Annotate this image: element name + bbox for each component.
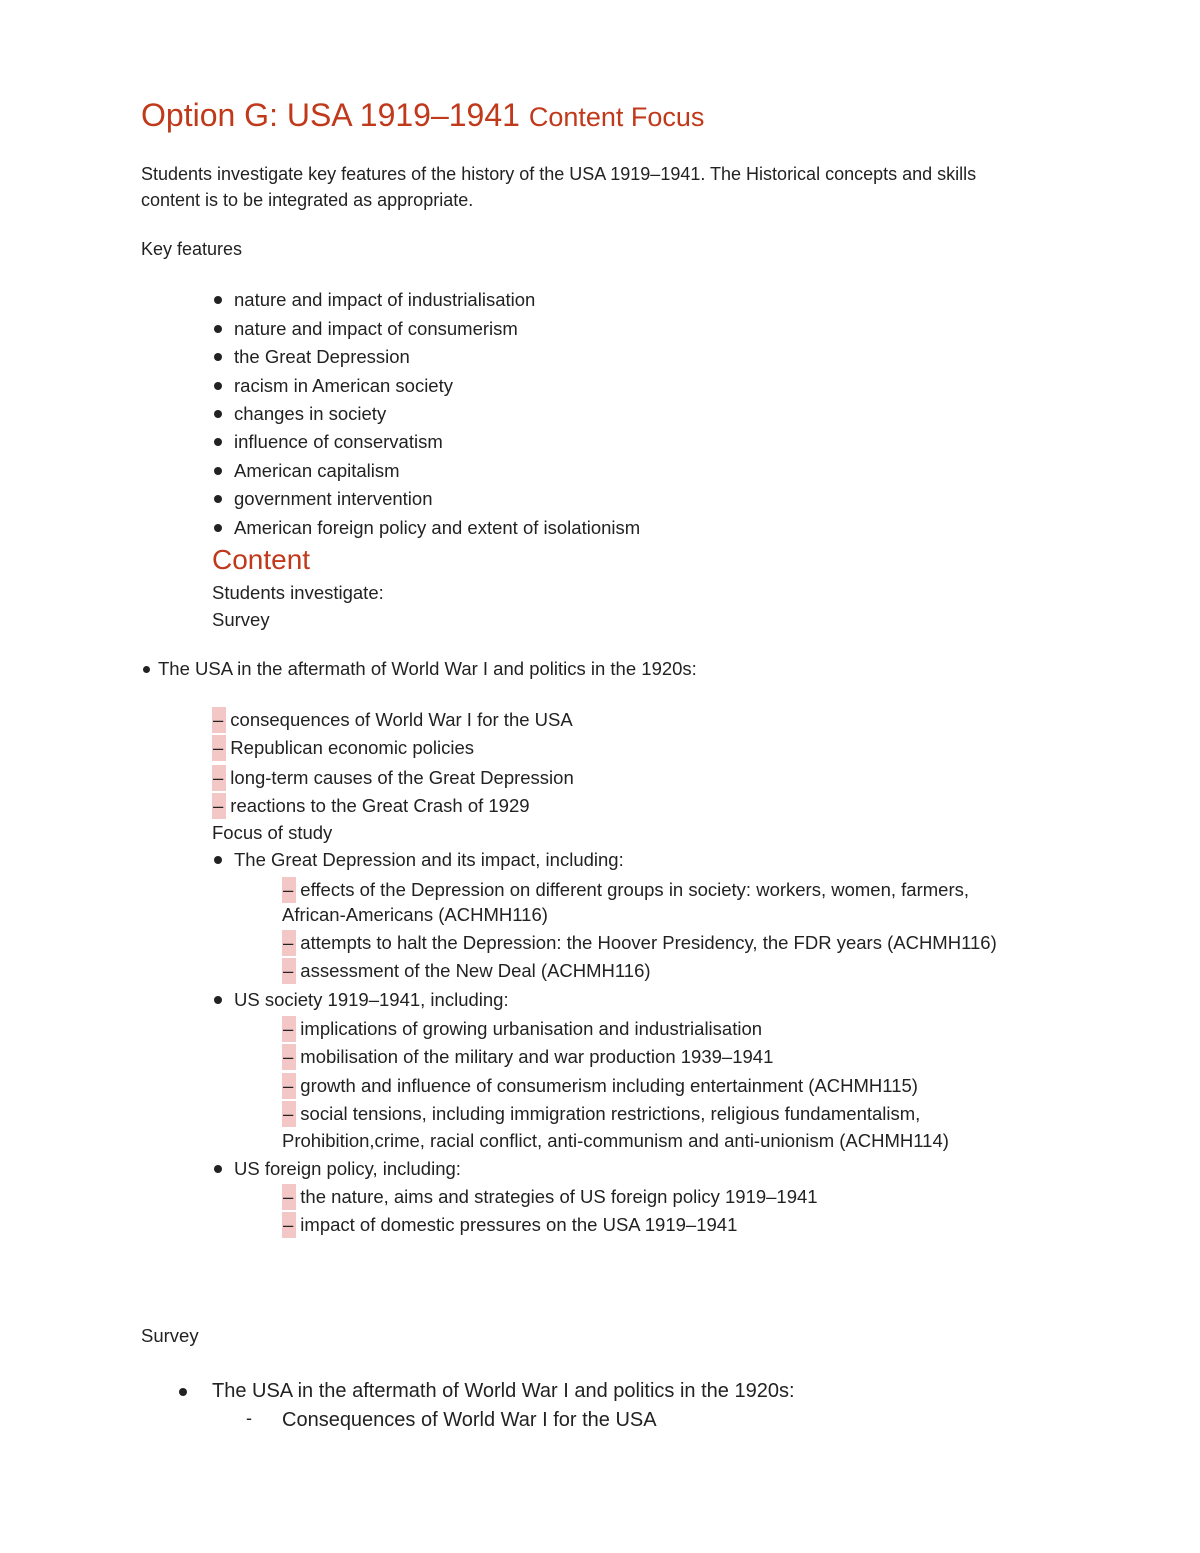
dash-marker: – <box>212 735 226 761</box>
dash-marker: – <box>282 1073 296 1099</box>
dash-marker: – <box>282 1016 296 1042</box>
list-item: – reactions to the Great Crash of 1929 <box>212 793 530 819</box>
key-features-label: Key features <box>141 239 243 259</box>
list-item: – impact of domestic pressures on the USA 1919–1941 <box>282 1212 737 1238</box>
bullet-icon <box>214 996 222 1004</box>
title-main: Option G: USA 1919–1941 <box>141 97 520 133</box>
list-item: – attempts to halt the Depression: the Hoover Presidency, the FDR years (ACHMH116) <box>282 930 997 956</box>
bullet-icon <box>214 856 222 864</box>
bullet-icon <box>214 296 222 304</box>
content-heading: Content <box>212 544 311 575</box>
list-item-continued: African-Americans (ACHMH116) <box>282 904 548 925</box>
notes-survey-label: Survey <box>141 1325 199 1346</box>
list-item: – growth and influence of consumerism including entertainment (ACHMH115) <box>282 1073 918 1099</box>
bullet-icon <box>214 467 222 475</box>
page-title <box>141 95 704 137</box>
bullet-icon <box>214 495 222 503</box>
focus-label: Focus of study <box>212 822 333 843</box>
dash-marker: – <box>212 707 226 733</box>
bullet-icon <box>214 410 222 418</box>
bullet-icon <box>214 325 222 333</box>
bullet-icon <box>214 353 222 361</box>
intro-line-2: content is to be integrated as appropriate. <box>141 190 474 210</box>
dash-marker: – <box>282 1044 296 1070</box>
bullet-icon <box>214 438 222 446</box>
list-item: – mobilisation of the military and war production 1939–1941 <box>282 1044 773 1070</box>
dash-marker: – <box>282 877 296 903</box>
bullet-icon <box>179 1388 187 1396</box>
dash-marker: – <box>282 1101 296 1127</box>
focus-heading: US society 1919–1941, including: <box>234 989 509 1010</box>
list-item-continued: Prohibition,crime, racial conflict, anti-communism and anti-unionism (ACHMH114) <box>282 1130 949 1151</box>
notes-subitem: Consequences of World War I for the USA <box>282 1409 657 1431</box>
list-item: – implications of growing urbanisation and industrialisation <box>282 1016 762 1042</box>
list-item: – social tensions, including immigration restrictions, religious fundamentalism, <box>282 1101 920 1127</box>
dash-marker: – <box>282 1212 296 1238</box>
survey-item: The USA in the aftermath of World War I and politics in the 1920s: <box>158 658 697 679</box>
dash-marker: – <box>212 793 226 819</box>
list-item: – consequences of World War I for the USA <box>212 707 573 733</box>
dash-marker: – <box>282 1184 296 1210</box>
list-item: – effects of the Depression on different groups in society: workers, women, farmers, <box>282 877 969 903</box>
bullet-icon <box>214 1165 222 1173</box>
list-item: – Republican economic policies <box>212 735 474 761</box>
list-item: – assessment of the New Deal (ACHMH116) <box>282 958 651 984</box>
students-investigate: Students investigate: <box>212 582 384 603</box>
list-item: – long-term causes of the Great Depression <box>212 765 574 791</box>
dash-marker: – <box>282 930 296 956</box>
bullet-icon <box>143 666 150 673</box>
title-sub: Content Focus <box>528 102 705 132</box>
dash-marker: - <box>246 1408 252 1428</box>
intro-line-1: Students investigate key features of the history of the USA 1919–1941. The Historical concepts and skills <box>141 164 977 184</box>
dash-marker: – <box>282 958 296 984</box>
bullet-icon <box>214 382 222 390</box>
notes-item: The USA in the aftermath of World War I and politics in the 1920s: <box>212 1380 795 1402</box>
list-item: – the nature, aims and strategies of US foreign policy 1919–1941 <box>282 1184 818 1210</box>
dash-marker: – <box>212 765 226 791</box>
focus-heading: The Great Depression and its impact, including: <box>234 849 624 870</box>
survey-label: Survey <box>212 609 270 630</box>
focus-heading: US foreign policy, including: <box>234 1158 461 1179</box>
bullet-icon <box>214 524 222 532</box>
